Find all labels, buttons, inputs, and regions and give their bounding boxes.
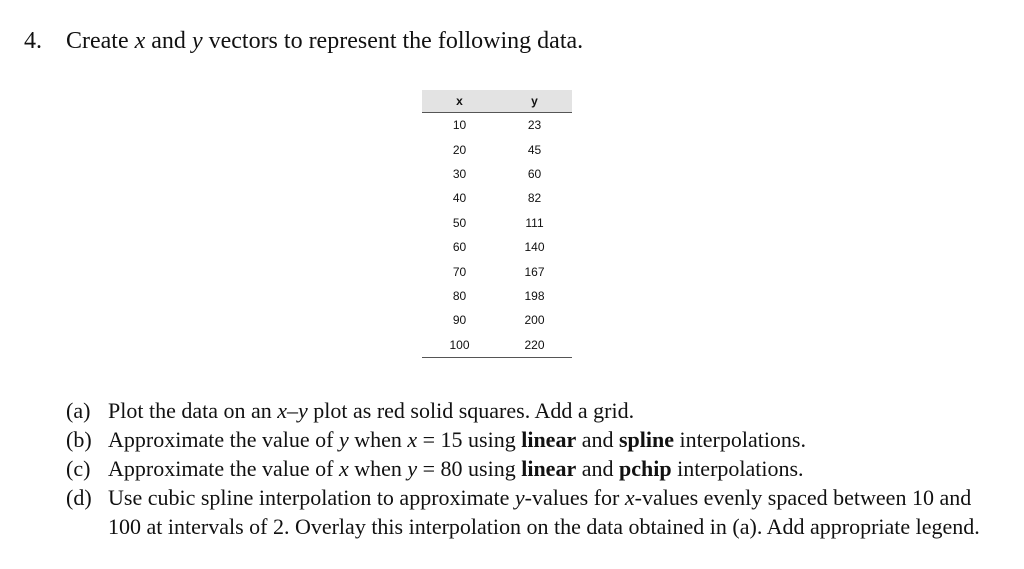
table-row xyxy=(422,113,572,138)
question-text: Create xyxy=(66,28,135,54)
table-row xyxy=(422,186,572,210)
cell-x: 100 xyxy=(422,333,497,358)
cell-x: 10 xyxy=(452,118,467,133)
var-y: y xyxy=(191,28,203,54)
cell-x: 70 xyxy=(452,264,467,279)
cell-x: 90 xyxy=(452,313,467,328)
var-x: x xyxy=(134,28,146,54)
part-c-label: (c) xyxy=(66,456,91,481)
cell-y: 45 xyxy=(527,142,542,157)
cell-y: 23 xyxy=(527,118,542,133)
table-row xyxy=(422,211,572,235)
cell-x: 60 xyxy=(452,240,467,255)
cell-y: 60 xyxy=(527,166,542,181)
part-d-text: Use cubic spline interpolation to approximate y-values for x-values evenly spaced between 10 and 100 at intervals of 2. Overlay this interpolation on the data obtained in (a). Add appropriate legend. xyxy=(108,485,980,539)
cell-y: 200 xyxy=(524,313,545,328)
table-row xyxy=(422,333,572,358)
cell-y: 167 xyxy=(524,264,545,279)
question-text-end: vectors to represent the following data. xyxy=(202,28,584,54)
part-a-text: Plot the data on an x–y plot as red solid squares. Add a grid. xyxy=(108,398,635,423)
part-d-label: (d) xyxy=(66,485,92,510)
table-row xyxy=(422,235,572,259)
cell-x: 20 xyxy=(452,142,467,157)
part-c-text: Approximate the value of x when y = 80 using linear and pchip interpolations. xyxy=(108,456,804,481)
part-b-label: (b) xyxy=(66,427,92,452)
question-title xyxy=(24,26,583,56)
question-number: 4. xyxy=(24,28,42,54)
cell-y: 82 xyxy=(527,191,542,206)
cell-x: 50 xyxy=(452,215,467,230)
part-b xyxy=(66,425,1006,454)
data-table xyxy=(422,90,572,358)
cell-y: 111 xyxy=(525,215,544,230)
part-a-label: (a) xyxy=(66,398,91,423)
header-x: x xyxy=(422,90,497,113)
sub-questions xyxy=(66,396,1006,541)
table-row xyxy=(422,259,572,283)
cell-y: 140 xyxy=(524,240,545,255)
cell-y: 198 xyxy=(524,288,545,303)
table-row xyxy=(422,137,572,161)
table-row xyxy=(422,308,572,332)
cell-x: 40 xyxy=(452,191,467,206)
part-a xyxy=(66,396,1006,425)
cell-x: 30 xyxy=(452,166,467,181)
part-c xyxy=(66,454,1006,483)
part-d xyxy=(66,483,1006,541)
cell-x: 80 xyxy=(452,288,467,303)
cell-y: 220 xyxy=(497,333,572,358)
table-row xyxy=(422,162,572,186)
question-text-and: and xyxy=(145,28,192,54)
header-y: y xyxy=(497,90,572,113)
table-header-row xyxy=(422,90,572,113)
part-b-text: Approximate the value of y when x = 15 using linear and spline interpolations. xyxy=(108,427,806,452)
table-row xyxy=(422,284,572,308)
